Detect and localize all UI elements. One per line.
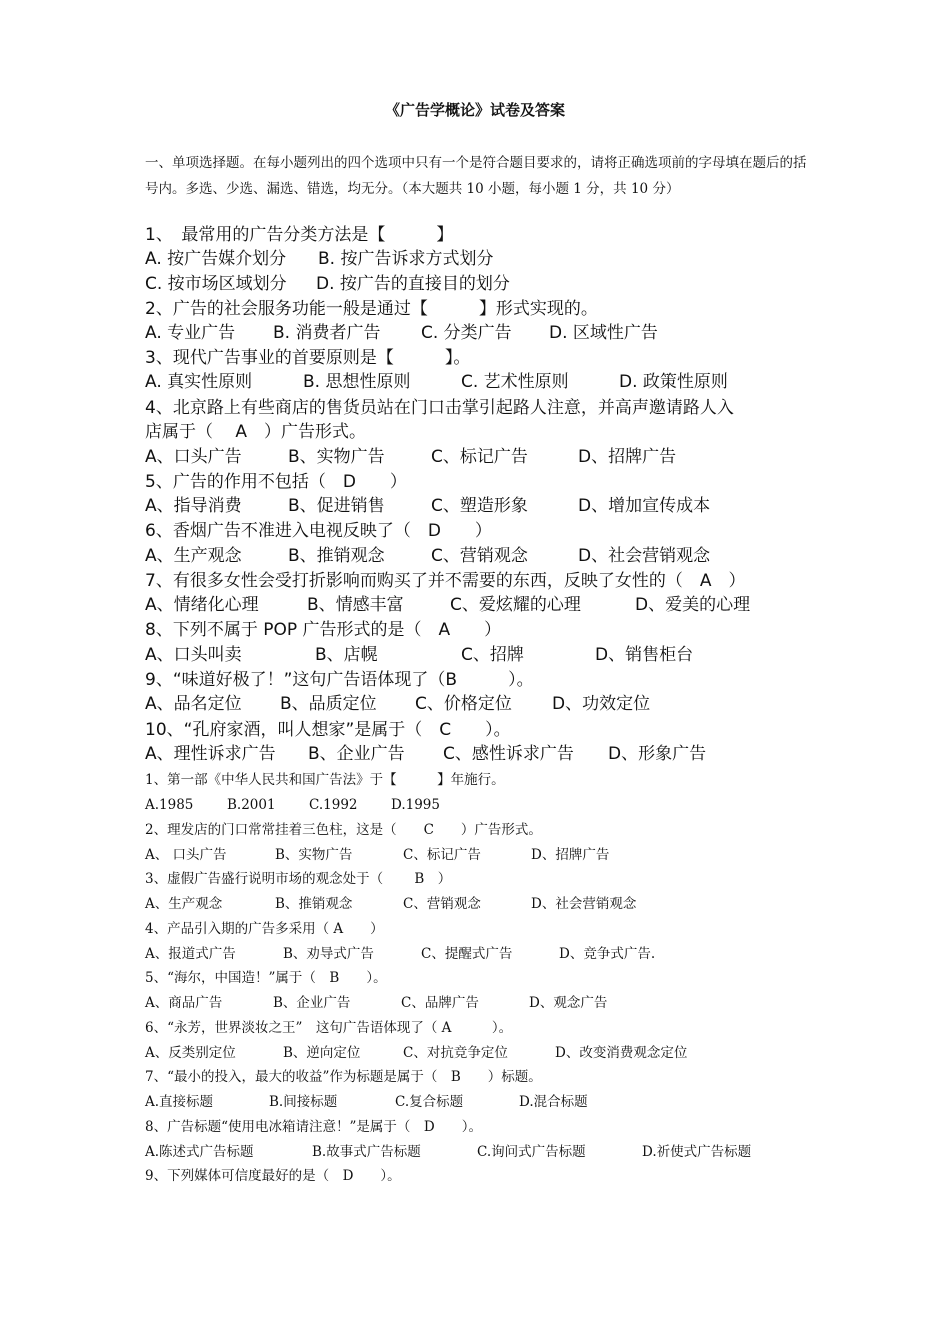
option: D、招牌广告 xyxy=(578,447,677,467)
option: B. 消费者广告 xyxy=(273,323,381,343)
option: B、情感丰富 xyxy=(307,595,404,615)
question-b3-options xyxy=(145,894,636,914)
option: C、营销观念 xyxy=(431,546,528,566)
option: C、价格定位 xyxy=(415,694,512,714)
question-9: 9、“味道好极了！”这句广告语体现了（B ）。 xyxy=(145,670,534,690)
option: D.祈使式广告标题 xyxy=(642,1144,752,1160)
option: C. 艺术性原则 xyxy=(461,372,569,392)
option: C. 按市场区域划分 xyxy=(145,274,287,294)
option: A.1985 xyxy=(145,797,194,813)
option: D、竞争式广告. xyxy=(559,946,656,962)
option: A.直接标题 xyxy=(145,1094,214,1110)
option: D、销售柜台 xyxy=(595,645,694,665)
question-b9: 9、下列媒体可信度最好的是（ D ）。 xyxy=(145,1168,401,1184)
option: B、实物广告 xyxy=(275,847,353,863)
question-6: 6、香烟广告不准进入电视反映了（ D ） xyxy=(145,521,492,541)
option: B、企业广告 xyxy=(273,995,351,1011)
option: C、感性诉求广告 xyxy=(443,744,574,764)
option: D. 按广告的直接目的划分 xyxy=(316,274,510,294)
option: B、品质定位 xyxy=(280,694,377,714)
question-4-line-2: 店属于（ A ）广告形式。 xyxy=(145,422,367,442)
option: C、标记广告 xyxy=(431,447,528,467)
option: A. 专业广告 xyxy=(145,323,236,343)
option: D、社会营销观念 xyxy=(531,896,637,912)
question-1: 1、 最常用的广告分类方法是【 】 xyxy=(145,225,454,245)
option: A、情绪化心理 xyxy=(145,595,259,615)
question-4-options xyxy=(145,446,676,468)
option: C、对抗竞争定位 xyxy=(403,1045,508,1061)
option: C、爱炫耀的心理 xyxy=(450,595,581,615)
option: B、推销观念 xyxy=(288,546,385,566)
option: D、形象广告 xyxy=(608,744,707,764)
option: B、劝导式广告 xyxy=(283,946,374,962)
question-4-line-1: 4、北京路上有些商店的售货员站在门口击掌引起路人注意，并高声邀请路人入 xyxy=(145,398,734,418)
option: B.间接标题 xyxy=(269,1094,338,1110)
question-5-options xyxy=(145,495,710,517)
option: D、爱美的心理 xyxy=(635,595,751,615)
option: D、社会营销观念 xyxy=(578,546,711,566)
document-title: 《广告学概论》试卷及答案 xyxy=(384,101,565,119)
question-b8-options xyxy=(145,1142,751,1162)
option: C、标记广告 xyxy=(403,847,481,863)
question-b3: 3、虚假广告盛行说明市场的观念处于（ B ） xyxy=(145,871,452,887)
option: A. 真实性原则 xyxy=(145,372,253,392)
option: C、塑造形象 xyxy=(431,496,528,516)
option: D.1995 xyxy=(391,797,440,813)
option: B. 按广告诉求方式划分 xyxy=(318,249,494,269)
question-2-options xyxy=(145,322,658,344)
question-1-options xyxy=(145,248,493,270)
option: D、增加宣传成本 xyxy=(578,496,711,516)
option: B、企业广告 xyxy=(308,744,405,764)
question-7-options xyxy=(145,594,750,616)
question-b4-options xyxy=(145,944,655,964)
question-10-options xyxy=(145,743,706,765)
option: C、招牌 xyxy=(461,645,524,665)
question-8: 8、下列不属于 POP 广告形式的是（ A ） xyxy=(145,620,502,640)
question-b2: 2、理发店的门口常常挂着三色柱，这是（ C ）广告形式。 xyxy=(145,822,542,838)
option: A. 按广告媒介划分 xyxy=(145,249,287,269)
option: B. 思想性原则 xyxy=(303,372,411,392)
option: A、口头叫卖 xyxy=(145,645,242,665)
option: D、招牌广告 xyxy=(531,847,610,863)
option: B、促进销售 xyxy=(288,496,385,516)
option: C、营销观念 xyxy=(403,896,481,912)
option: A.陈述式广告标题 xyxy=(145,1144,254,1160)
option: D.混合标题 xyxy=(519,1094,588,1110)
option: C.询问式广告标题 xyxy=(477,1144,586,1160)
option: B、店幌 xyxy=(315,645,378,665)
option: C.复合标题 xyxy=(395,1094,464,1110)
option: D、改变消费观念定位 xyxy=(555,1045,688,1061)
question-b6: 6、“永芳，世界淡妆之王” 这句广告语体现了（ A ）。 xyxy=(145,1020,513,1036)
question-5: 5、广告的作用不包括（ D ） xyxy=(145,472,407,492)
question-8-options xyxy=(145,644,693,666)
option: B.故事式广告标题 xyxy=(312,1144,421,1160)
question-b7: 7、“最小的投入，最大的收益”作为标题是属于（ B ）标题。 xyxy=(145,1069,542,1085)
option: C、提醒式广告 xyxy=(421,946,513,962)
option: B.2001 xyxy=(227,797,276,813)
question-2: 2、广告的社会服务功能一般是通过【 】形式实现的。 xyxy=(145,299,598,319)
section-instructions: 一、单项选择题。在每小题列出的四个选项中只有一个是符合题目要求的，请将正确选项前的字母填在题后的括号内。多选、少选、漏选、错选，均无分。（本大题共 10 小题，每小题 1 分，共 10 分） xyxy=(145,155,807,197)
option: A、口头广告 xyxy=(145,447,242,467)
option: B、推销观念 xyxy=(275,896,353,912)
option: B、实物广告 xyxy=(288,447,385,467)
question-b8: 8、广告标题“使用电冰箱请注意！”是属于（ D ）。 xyxy=(145,1119,482,1135)
question-b5: 5、“海尔，中国造！”属于（ B ）。 xyxy=(145,970,387,986)
question-b1: 1、第一部《中华人民共和国广告法》于【 】年施行。 xyxy=(145,772,505,788)
option: D. 区域性广告 xyxy=(549,323,658,343)
question-7: 7、有很多女性会受打折影响而购买了并不需要的东西，反映了女性的（ A ） xyxy=(145,571,746,591)
option: A、生产观念 xyxy=(145,896,223,912)
option: B、逆向定位 xyxy=(283,1045,361,1061)
option: A、生产观念 xyxy=(145,546,242,566)
question-b7-options xyxy=(145,1092,588,1112)
option: D. 政策性原则 xyxy=(619,372,728,392)
question-3-options xyxy=(145,371,728,393)
option: C.1992 xyxy=(309,797,358,813)
option: A、报道式广告 xyxy=(145,946,236,962)
question-10: 10、“孔府家酒，叫人想家”是属于（ C ）。 xyxy=(145,720,511,740)
question-b1-options xyxy=(145,795,440,815)
option: A、 口头广告 xyxy=(145,847,227,863)
question-6-options xyxy=(145,545,710,567)
option: C、品牌广告 xyxy=(401,995,479,1011)
option: D、功效定位 xyxy=(552,694,651,714)
option: A、商品广告 xyxy=(145,995,223,1011)
option: A、品名定位 xyxy=(145,694,242,714)
option: C. 分类广告 xyxy=(421,323,512,343)
question-b4: 4、产品引入期的广告多采用（ A ） xyxy=(145,921,384,937)
question-1-options-2 xyxy=(145,273,510,295)
option: A、指导消费 xyxy=(145,496,242,516)
question-9-options xyxy=(145,693,650,715)
question-b2-options xyxy=(145,845,609,865)
question-3: 3、现代广告事业的首要原则是【 】。 xyxy=(145,348,471,368)
option: A、理性诉求广告 xyxy=(145,744,276,764)
option: A、反类别定位 xyxy=(145,1045,236,1061)
question-b6-options xyxy=(145,1043,687,1063)
option: D、观念广告 xyxy=(529,995,608,1011)
question-b5-options xyxy=(145,993,607,1013)
